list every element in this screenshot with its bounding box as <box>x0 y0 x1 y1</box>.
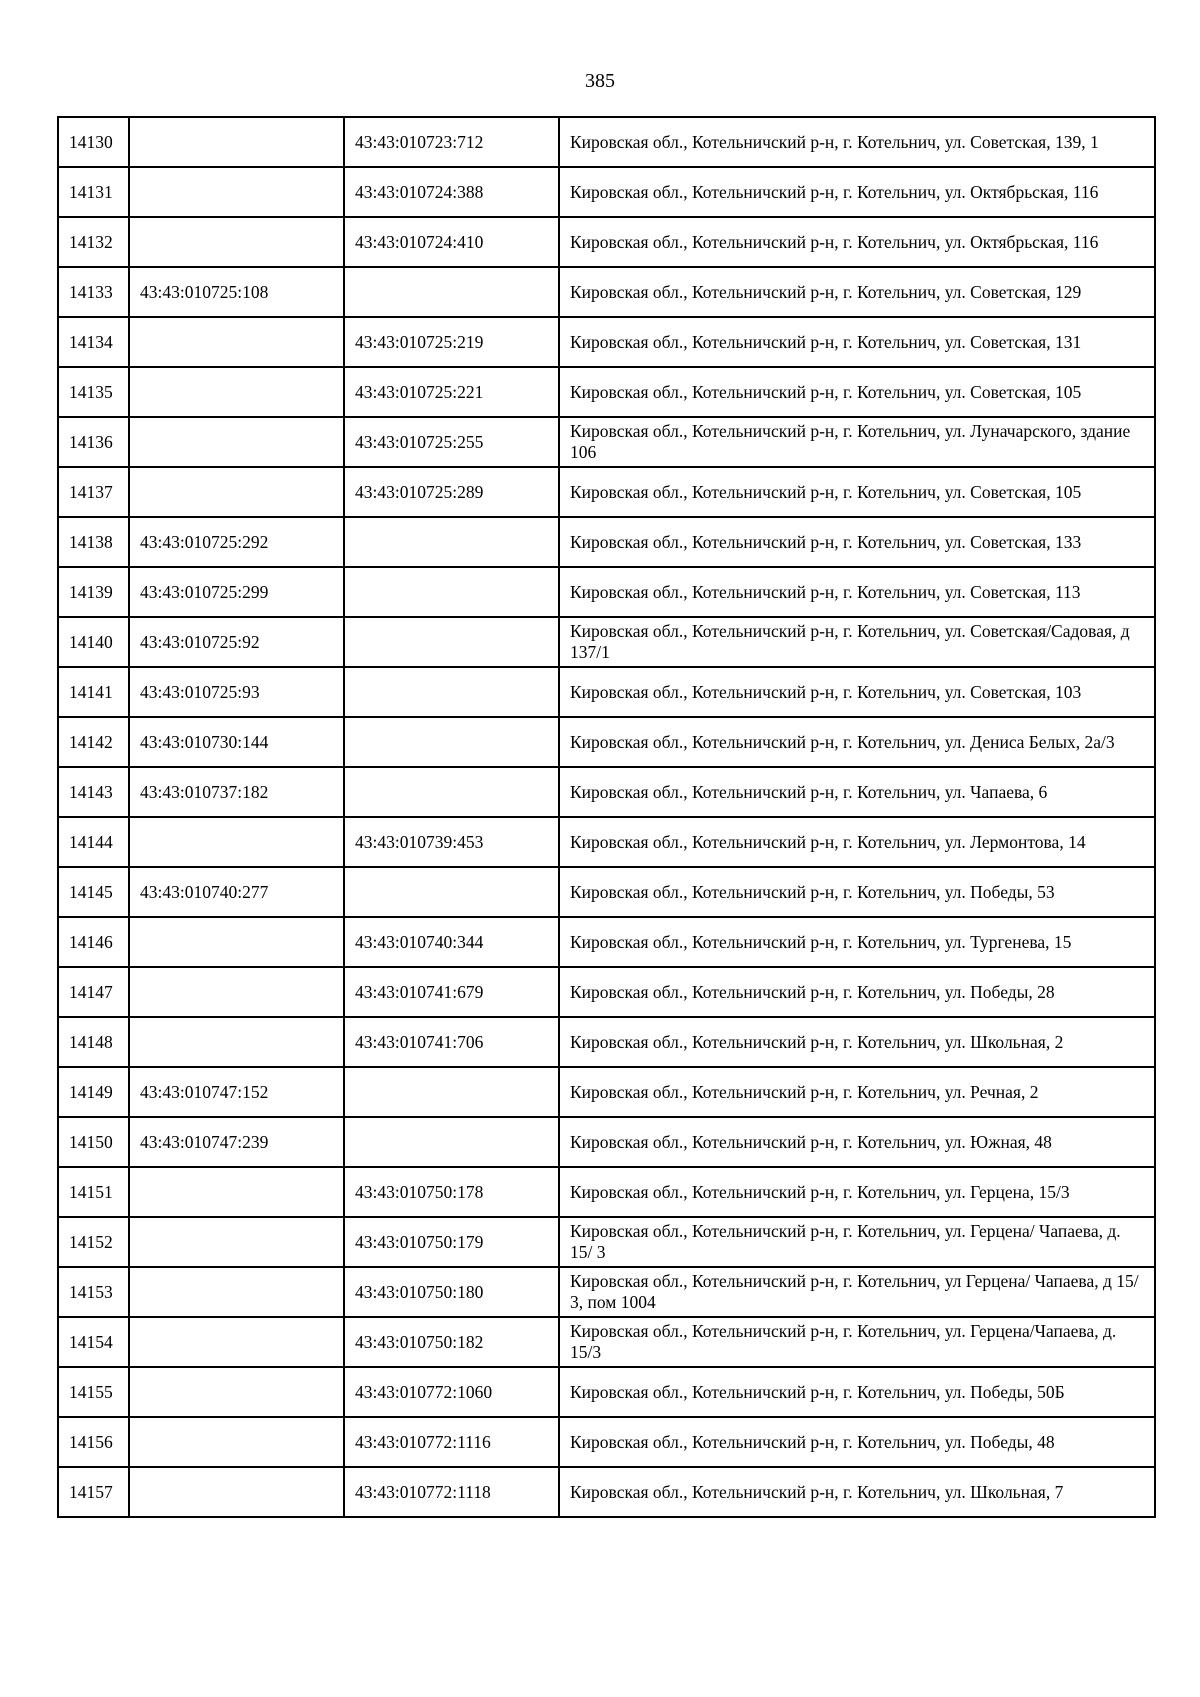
cadastral-number-cell: 43:43:010740:344 <box>344 917 559 967</box>
row-number-cell: 14143 <box>58 767 129 817</box>
address-cell: Кировская обл., Котельничский р-н, г. Котельнич, ул. Советская, 113 <box>559 567 1155 617</box>
row-number-cell: 14131 <box>58 167 129 217</box>
row-number-cell: 14134 <box>58 317 129 367</box>
row-number-cell: 14146 <box>58 917 129 967</box>
cadastral-number-cell: 43:43:010740:277 <box>129 867 344 917</box>
cadastral-number-cell: 43:43:010725:289 <box>344 467 559 517</box>
table-row <box>58 1067 1155 1117</box>
cadastral-number-cell <box>129 1217 344 1267</box>
table-row <box>58 467 1155 517</box>
row-number-cell: 14136 <box>58 417 129 467</box>
address-cell: Кировская обл., Котельничский р-н, г. Котельнич, ул. Советская, 131 <box>559 317 1155 367</box>
address-cell: Кировская обл., Котельничский р-н, г. Котельнич, ул. Школьная, 7 <box>559 1467 1155 1517</box>
cadastral-number-cell: 43:43:010725:255 <box>344 417 559 467</box>
table-row <box>58 1467 1155 1517</box>
row-number-cell: 14149 <box>58 1067 129 1117</box>
cadastral-number-cell <box>129 1367 344 1417</box>
address-cell: Кировская обл., Котельничский р-н, г. Котельнич, ул. Южная, 48 <box>559 1117 1155 1167</box>
cadastral-number-cell: 43:43:010772:1060 <box>344 1367 559 1417</box>
table-row <box>58 167 1155 217</box>
cadastral-number-cell <box>344 567 559 617</box>
cadastral-number-cell <box>129 217 344 267</box>
table-row <box>58 217 1155 267</box>
address-cell: Кировская обл., Котельничский р-н, г. Котельнич, ул. Лермонтова, 14 <box>559 817 1155 867</box>
address-cell: Кировская обл., Котельничский р-н, г. Котельнич, ул. Денисa Белых, 2а/3 <box>559 717 1155 767</box>
table-row <box>58 767 1155 817</box>
row-number-cell: 14141 <box>58 667 129 717</box>
table-row <box>58 317 1155 367</box>
row-number-cell: 14155 <box>58 1367 129 1417</box>
row-number-cell: 14156 <box>58 1417 129 1467</box>
row-number-cell: 14148 <box>58 1017 129 1067</box>
address-cell: Кировская обл., Котельничский р-н, г. Котельнич, ул. Победы, 48 <box>559 1417 1155 1467</box>
address-cell: Кировская обл., Котельничский р-н, г. Котельнич, ул. Чапаева, 6 <box>559 767 1155 817</box>
cadastral-number-cell: 43:43:010772:1116 <box>344 1417 559 1467</box>
address-cell: Кировская обл., Котельничский р-н, г. Котельнич, ул. Тургенева, 15 <box>559 917 1155 967</box>
cadastral-number-cell <box>129 1267 344 1317</box>
cadastral-number-cell: 43:43:010739:453 <box>344 817 559 867</box>
table-row <box>58 567 1155 617</box>
cadastral-number-cell: 43:43:010741:706 <box>344 1017 559 1067</box>
cadastral-number-cell: 43:43:010725:221 <box>344 367 559 417</box>
table-row <box>58 1267 1155 1317</box>
cadastral-number-cell: 43:43:010747:152 <box>129 1067 344 1117</box>
table-row <box>58 1217 1155 1267</box>
cadastral-number-cell: 43:43:010725:299 <box>129 567 344 617</box>
table-row <box>58 817 1155 867</box>
cadastral-number-cell <box>129 417 344 467</box>
address-cell: Кировская обл., Котельничский р-н, г. Котельнич, ул. Речная, 2 <box>559 1067 1155 1117</box>
cadastral-number-cell <box>344 1117 559 1167</box>
table-row <box>58 867 1155 917</box>
cadastral-number-cell: 43:43:010750:178 <box>344 1167 559 1217</box>
cadastral-number-cell <box>129 1417 344 1467</box>
cadastral-number-cell <box>129 467 344 517</box>
row-number-cell: 14154 <box>58 1317 129 1367</box>
table-row <box>58 1017 1155 1067</box>
row-number-cell: 14130 <box>58 117 129 167</box>
address-cell: Кировская обл., Котельничский р-н, г. Котельнич, ул Герцена/ Чапаева, д 15/ 3, пом 1004 <box>559 1267 1155 1317</box>
table-row <box>58 917 1155 967</box>
table-row <box>58 117 1155 167</box>
cadastral-number-cell: 43:43:010724:410 <box>344 217 559 267</box>
cadastral-number-cell <box>129 1167 344 1217</box>
cadastral-number-cell <box>344 267 559 317</box>
row-number-cell: 14137 <box>58 467 129 517</box>
address-cell: Кировская обл., Котельничский р-н, г. Котельнич, ул. Победы, 28 <box>559 967 1155 1017</box>
address-cell: Кировская обл., Котельничский р-н, г. Котельнич, ул. Победы, 50Б <box>559 1367 1155 1417</box>
cadastral-number-cell: 43:43:010725:108 <box>129 267 344 317</box>
address-cell: Кировская обл., Котельничский р-н, г. Котельнич, ул. Советская, 133 <box>559 517 1155 567</box>
table-row <box>58 967 1155 1017</box>
cadastral-number-cell <box>344 867 559 917</box>
cadastral-number-cell: 43:43:010725:93 <box>129 667 344 717</box>
cadastral-number-cell: 43:43:010723:712 <box>344 117 559 167</box>
address-cell: Кировская обл., Котельничский р-н, г. Котельнич, ул. Советская, 105 <box>559 367 1155 417</box>
table-row <box>58 1417 1155 1467</box>
cadastral-number-cell: 43:43:010750:180 <box>344 1267 559 1317</box>
registry-table <box>57 116 1156 1518</box>
row-number-cell: 14150 <box>58 1117 129 1167</box>
table-row <box>58 1317 1155 1367</box>
address-cell: Кировская обл., Котельничский р-н, г. Котельнич, ул. Советская, 129 <box>559 267 1155 317</box>
cadastral-number-cell: 43:43:010724:388 <box>344 167 559 217</box>
row-number-cell: 14144 <box>58 817 129 867</box>
table-row <box>58 367 1155 417</box>
address-cell: Кировская обл., Котельничский р-н, г. Котельнич, ул. Советская, 139, 1 <box>559 117 1155 167</box>
cadastral-number-cell <box>344 717 559 767</box>
cadastral-number-cell: 43:43:010737:182 <box>129 767 344 817</box>
row-number-cell: 14153 <box>58 1267 129 1317</box>
cadastral-number-cell <box>129 817 344 867</box>
cadastral-number-cell <box>344 667 559 717</box>
table-row <box>58 1367 1155 1417</box>
address-cell: Кировская обл., Котельничский р-н, г. Котельнич, ул. Герцена/ Чапаева, д. 15/ 3 <box>559 1217 1155 1267</box>
address-cell: Кировская обл., Котельничский р-н, г. Котельнич, ул. Герцена/Чапаева, д. 15/3 <box>559 1317 1155 1367</box>
table-row <box>58 517 1155 567</box>
row-number-cell: 14142 <box>58 717 129 767</box>
row-number-cell: 14147 <box>58 967 129 1017</box>
row-number-cell: 14145 <box>58 867 129 917</box>
cadastral-number-cell: 43:43:010750:179 <box>344 1217 559 1267</box>
cadastral-number-cell: 43:43:010730:144 <box>129 717 344 767</box>
cadastral-number-cell: 43:43:010725:92 <box>129 617 344 667</box>
address-cell: Кировская обл., Котельничский р-н, г. Котельнич, ул. Победы, 53 <box>559 867 1155 917</box>
cadastral-number-cell <box>129 167 344 217</box>
address-cell: Кировская обл., Котельничский р-н, г. Котельнич, ул. Советская, 105 <box>559 467 1155 517</box>
address-cell: Кировская обл., Котельничский р-н, г. Котельнич, ул. Советская, 103 <box>559 667 1155 717</box>
cadastral-number-cell <box>344 517 559 567</box>
cadastral-number-cell: 43:43:010747:239 <box>129 1117 344 1167</box>
row-number-cell: 14139 <box>58 567 129 617</box>
cadastral-number-cell: 43:43:010772:1118 <box>344 1467 559 1517</box>
row-number-cell: 14152 <box>58 1217 129 1267</box>
cadastral-number-cell: 43:43:010725:292 <box>129 517 344 567</box>
cadastral-number-cell <box>344 1067 559 1117</box>
row-number-cell: 14135 <box>58 367 129 417</box>
table-row <box>58 617 1155 667</box>
cadastral-number-cell: 43:43:010725:219 <box>344 317 559 367</box>
row-number-cell: 14157 <box>58 1467 129 1517</box>
cadastral-number-cell <box>129 117 344 167</box>
cadastral-number-cell <box>129 1317 344 1367</box>
table-row <box>58 1167 1155 1217</box>
row-number-cell: 14133 <box>58 267 129 317</box>
address-cell: Кировская обл., Котельничский р-н, г. Котельнич, ул. Октябрьская, 116 <box>559 167 1155 217</box>
cadastral-number-cell <box>129 967 344 1017</box>
table-row <box>58 417 1155 467</box>
table-row <box>58 667 1155 717</box>
cadastral-number-cell <box>129 367 344 417</box>
cadastral-number-cell: 43:43:010741:679 <box>344 967 559 1017</box>
row-number-cell: 14140 <box>58 617 129 667</box>
address-cell: Кировская обл., Котельничский р-н, г. Котельнич, ул. Октябрьская, 116 <box>559 217 1155 267</box>
table-row <box>58 1117 1155 1167</box>
cadastral-number-cell: 43:43:010750:182 <box>344 1317 559 1367</box>
cadastral-number-cell <box>129 317 344 367</box>
table-row <box>58 267 1155 317</box>
address-cell: Кировская обл., Котельничский р-н, г. Котельнич, ул. Школьная, 2 <box>559 1017 1155 1067</box>
address-cell: Кировская обл., Котельничский р-н, г. Котельнич, ул. Советская/Садовая, д 137/1 <box>559 617 1155 667</box>
table-row <box>58 717 1155 767</box>
address-cell: Кировская обл., Котельничский р-н, г. Котельнич, ул. Герцена, 15/3 <box>559 1167 1155 1217</box>
page-number: 385 <box>585 70 615 92</box>
cadastral-number-cell <box>344 767 559 817</box>
cadastral-number-cell <box>129 1467 344 1517</box>
cadastral-number-cell <box>129 1017 344 1067</box>
cadastral-number-cell <box>344 617 559 667</box>
row-number-cell: 14138 <box>58 517 129 567</box>
row-number-cell: 14151 <box>58 1167 129 1217</box>
cadastral-number-cell <box>129 917 344 967</box>
address-cell: Кировская обл., Котельничский р-н, г. Котельнич, ул. Луначарского, здание 106 <box>559 417 1155 467</box>
row-number-cell: 14132 <box>58 217 129 267</box>
